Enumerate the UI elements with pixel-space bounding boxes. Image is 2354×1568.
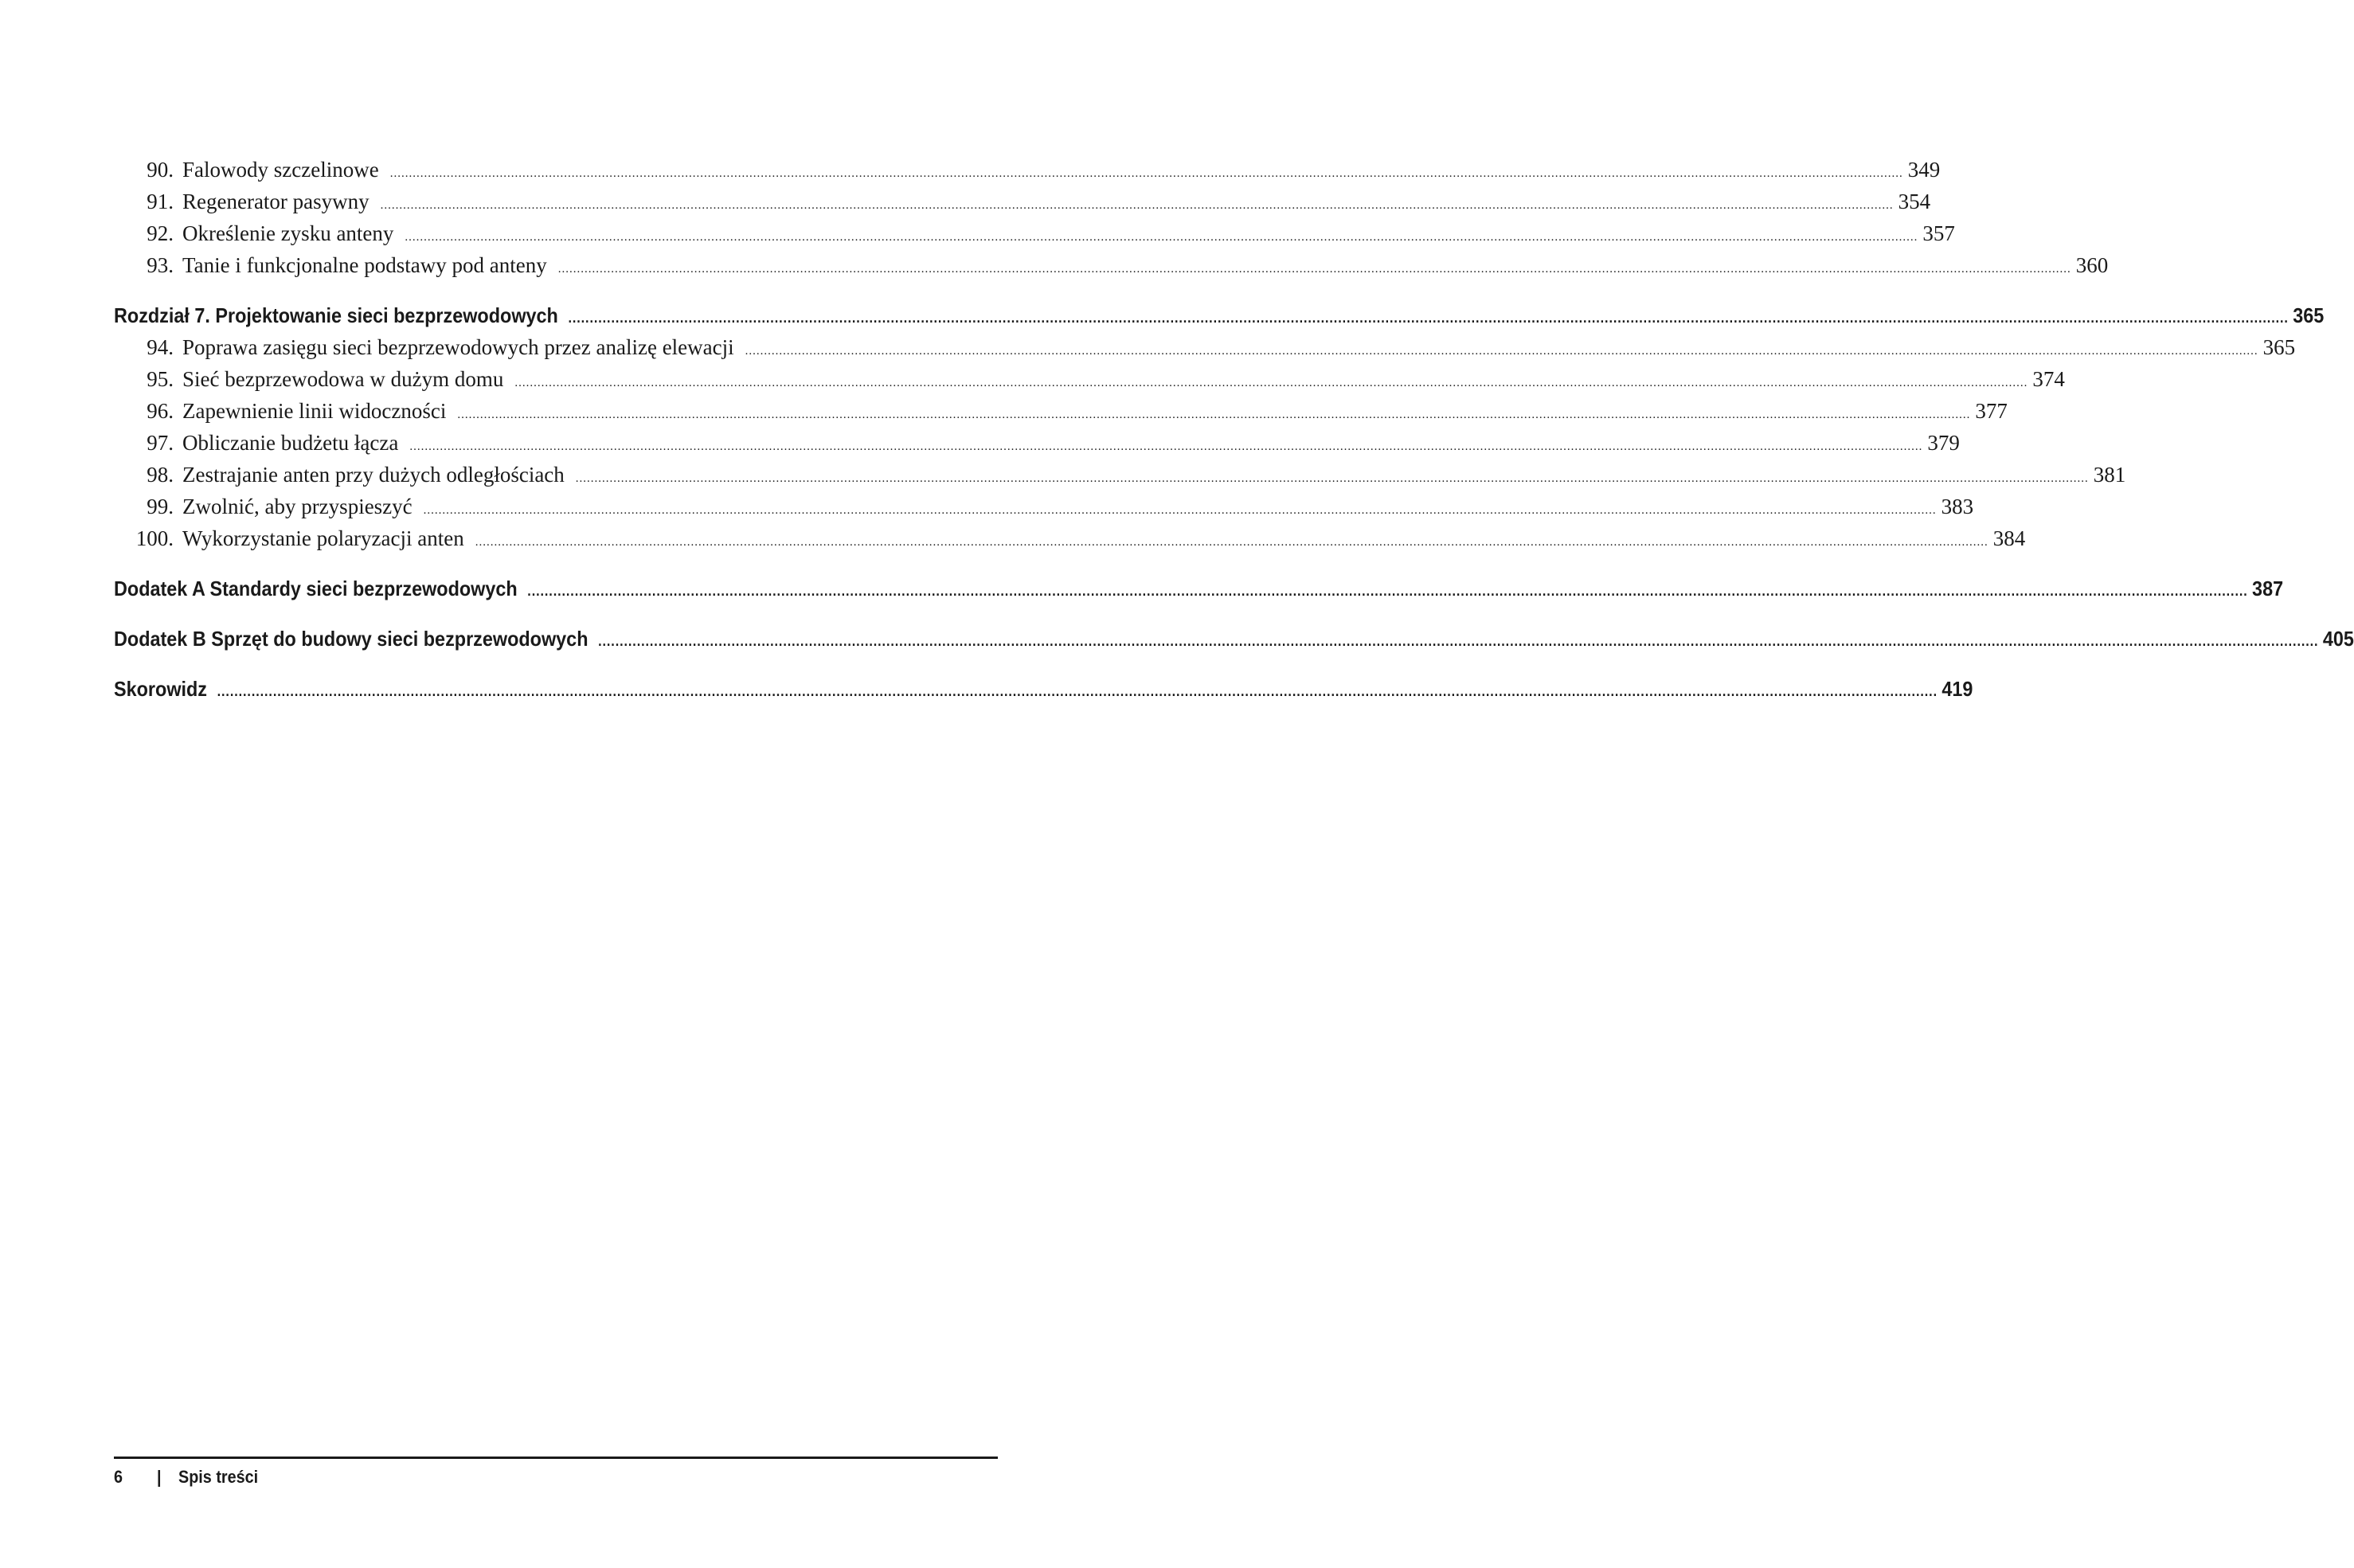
- dot-leader: ................................................................................................................................................................................................................................................................................................................................................................................................................: [409, 440, 1923, 453]
- toc-entry-number: 94.: [147, 335, 174, 359]
- toc-entry-page: 384: [1992, 526, 2026, 550]
- footer-page-number: 6: [114, 1467, 123, 1487]
- toc-entry-page: 365: [2293, 303, 2325, 327]
- toc-entry-number: 95.: [147, 367, 174, 391]
- toc-entry-title: Dodatek A Standardy sieci bezprzewodowych: [114, 577, 518, 600]
- toc-entry-page: 383: [1941, 495, 1974, 518]
- toc-entry[interactable]: [114, 431, 1960, 463]
- dot-leader: ................................................................................................................................................................................................................................................................................................................................................................................................................: [217, 683, 1938, 699]
- toc-entry-number: 98.: [147, 463, 174, 487]
- toc-section-heading[interactable]: [114, 677, 1973, 709]
- toc-entry[interactable]: [114, 367, 2065, 399]
- dot-leader: ................................................................................................................................................................................................................................................................................................................................................................................................................: [745, 345, 2258, 358]
- toc-entry-title: Zestrajanie anten przy dużych odległościach: [182, 463, 565, 487]
- toc-entry-page: 405: [2322, 627, 2354, 651]
- toc-entry-number: 93.: [147, 253, 174, 277]
- toc-entry-number: 96.: [147, 399, 174, 423]
- toc-entry-title: Regenerator pasywny: [182, 190, 370, 213]
- toc-entry[interactable]: [114, 158, 1941, 190]
- toc-entry-number: 92.: [147, 221, 174, 245]
- toc-entry-page: 379: [1927, 431, 1960, 455]
- toc-entry[interactable]: [114, 335, 2296, 367]
- toc-entry-page: 381: [2093, 463, 2126, 487]
- dot-leader: ................................................................................................................................................................................................................................................................................................................................................................................................................: [389, 167, 1903, 180]
- toc-entry[interactable]: [114, 221, 1955, 253]
- dot-leader: ................................................................................................................................................................................................................................................................................................................................................................................................................: [405, 231, 1918, 244]
- dot-leader: ................................................................................................................................................................................................................................................................................................................................................................................................................: [527, 583, 2248, 599]
- dot-leader: ................................................................................................................................................................................................................................................................................................................................................................................................................: [598, 633, 2319, 649]
- toc-entry-page: 377: [1975, 399, 2008, 423]
- dot-leader: ................................................................................................................................................................................................................................................................................................................................................................................................................: [380, 199, 1894, 212]
- toc-entry[interactable]: [114, 190, 1931, 221]
- dot-leader: ................................................................................................................................................................................................................................................................................................................................................................................................................: [423, 504, 1937, 517]
- toc-section-heading[interactable]: [114, 577, 2284, 608]
- toc-entry-title: Określenie zysku anteny: [182, 221, 394, 245]
- toc-entry-title: Wykorzystanie polaryzacji anten: [182, 526, 464, 550]
- toc-entry-page: 419: [1941, 677, 1973, 701]
- dot-leader: ................................................................................................................................................................................................................................................................................................................................................................................................................: [514, 377, 2028, 389]
- toc-entry-title: Zwolnić, aby przyspieszyć: [182, 495, 413, 518]
- dot-leader: ................................................................................................................................................................................................................................................................................................................................................................................................................: [575, 472, 2089, 485]
- footer-section-title: Spis treści: [178, 1467, 259, 1487]
- footer-separator: |: [157, 1467, 162, 1487]
- toc-entry-title: Sieć bezprzewodowa w dużym domu: [182, 367, 504, 391]
- dot-leader: ................................................................................................................................................................................................................................................................................................................................................................................................................: [568, 310, 2289, 326]
- footer-rule: [114, 1457, 998, 1459]
- toc-entry-page: 387: [2252, 577, 2284, 600]
- toc-entry-number: 99.: [147, 495, 174, 518]
- dot-leader: ................................................................................................................................................................................................................................................................................................................................................................................................................: [557, 263, 2071, 276]
- toc-entry-number: 90.: [147, 158, 174, 182]
- toc-entry-title: Poprawa zasięgu sieci bezprzewodowych przez analizę elewacji: [182, 335, 734, 359]
- toc-entry-title: Falowody szczelinowe: [182, 158, 379, 182]
- toc-entry[interactable]: [114, 463, 2126, 495]
- toc-entry-page: 365: [2262, 335, 2296, 359]
- toc-entry-page: 357: [1922, 221, 1955, 245]
- toc-entry-title: Tanie i funkcjonalne podstawy pod anteny: [182, 253, 547, 277]
- toc-section-heading[interactable]: [114, 627, 2354, 659]
- toc-entry-number: 97.: [147, 431, 174, 455]
- toc-entry-page: 349: [1907, 158, 1941, 182]
- toc-entry[interactable]: [114, 526, 2026, 558]
- toc-entry-page: 360: [2075, 253, 2109, 277]
- toc-entry-title: Rozdział 7. Projektowanie sieci bezprzewodowych: [114, 303, 558, 327]
- toc-entry[interactable]: [114, 495, 1974, 526]
- toc-entry-title: Zapewnienie linii widoczności: [182, 399, 447, 423]
- toc-entry-title: Dodatek B Sprzęt do budowy sieci bezprzewodowych: [114, 627, 588, 651]
- toc-entry-number: 100.: [135, 526, 174, 550]
- dot-leader: ................................................................................................................................................................................................................................................................................................................................................................................................................: [457, 409, 1971, 421]
- toc-entry[interactable]: [114, 399, 2008, 431]
- toc-section-heading[interactable]: [114, 303, 2325, 335]
- toc-entry-page: 374: [2032, 367, 2065, 391]
- dot-leader: ................................................................................................................................................................................................................................................................................................................................................................................................................: [475, 536, 1988, 549]
- toc-entry-page: 354: [1898, 190, 1931, 213]
- toc-entry-title: Obliczanie budżetu łącza: [182, 431, 399, 455]
- toc-entry-number: 91.: [147, 190, 174, 213]
- toc-entry-title: Skorowidz: [114, 677, 208, 701]
- toc-entry[interactable]: [114, 253, 2109, 285]
